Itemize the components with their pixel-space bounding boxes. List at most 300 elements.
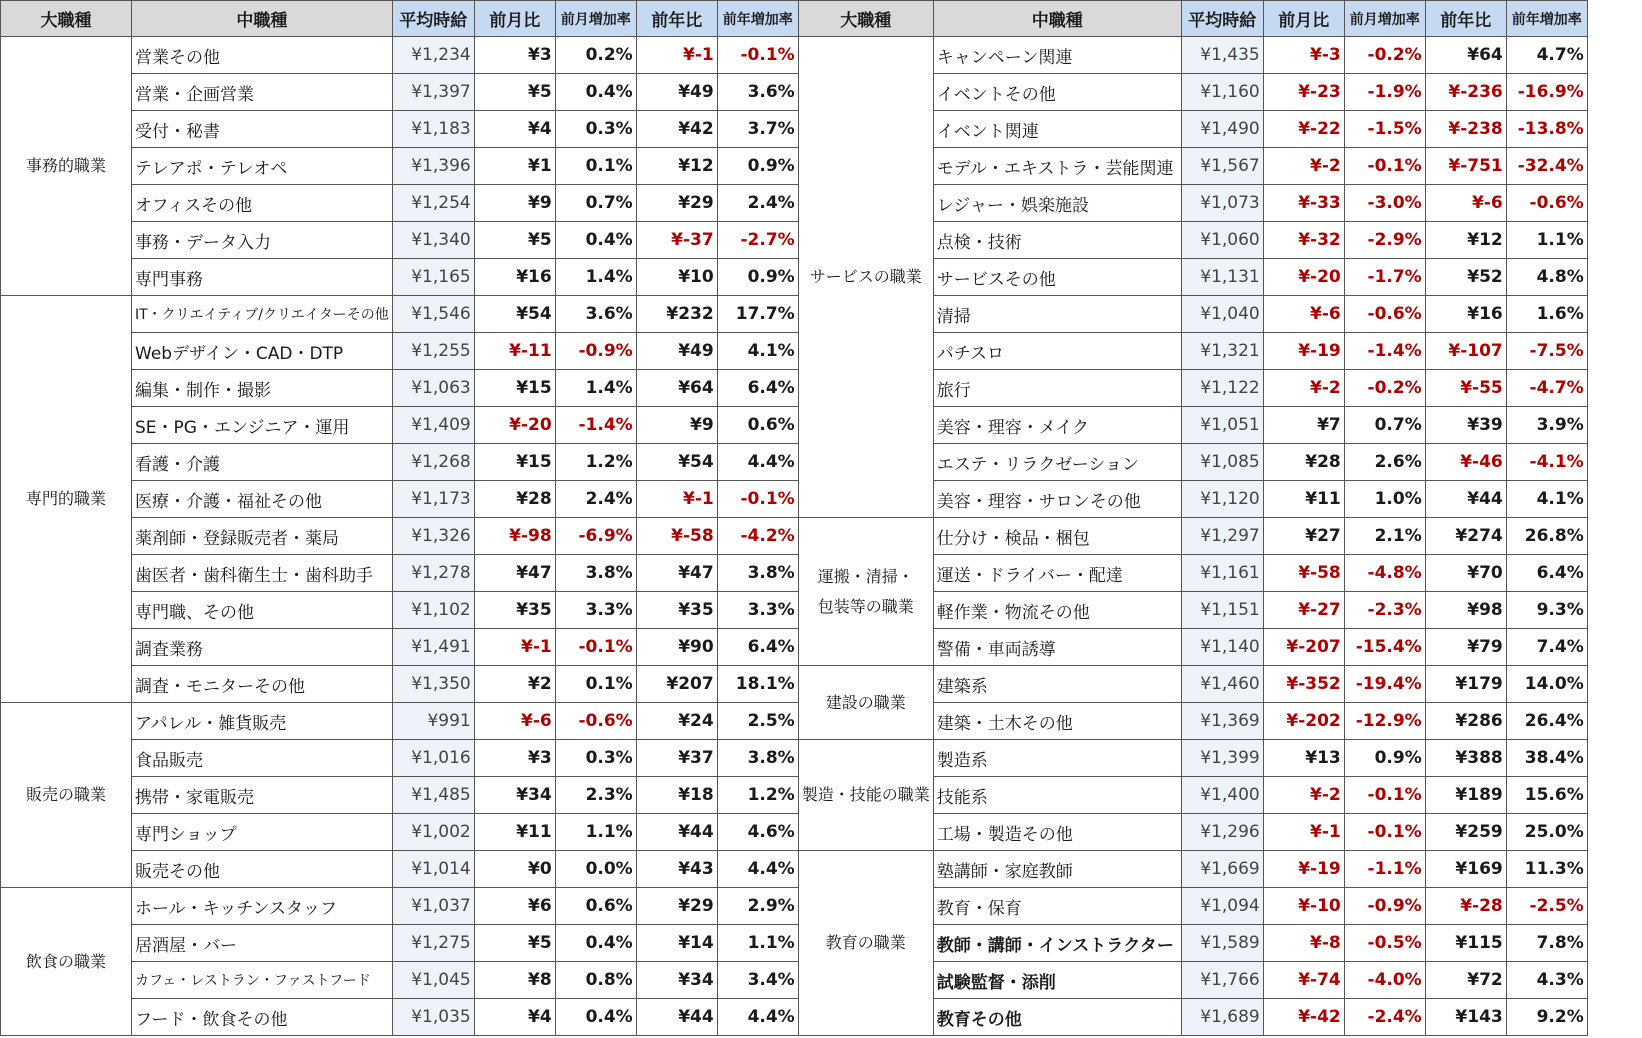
yoy-cell: ¥-1 [636,37,717,74]
avg-wage-cell: ¥1,350 [392,666,474,703]
table-row [1,666,1588,703]
major-category-cell: 建設の職業 [798,666,933,740]
mom-rate-cell: 0.4% [555,999,636,1036]
avg-wage-cell: ¥1,085 [1181,444,1263,481]
yoy-rate-cell: -16.9% [1506,74,1587,111]
mom-rate-cell: 0.4% [555,222,636,259]
mid-category-cell: ホール・キッチンスタッフ [132,888,393,925]
yoy-cell: ¥18 [636,777,717,814]
yoy-rate-cell: 4.3% [1506,962,1587,999]
mom-rate-cell: -1.4% [1344,333,1425,370]
mom-cell: ¥-207 [1263,629,1344,666]
avg-wage-cell: ¥1,037 [392,888,474,925]
yoy-cell: ¥-238 [1425,111,1506,148]
mom-cell: ¥-11 [474,333,555,370]
mid-category-cell: 専門職、その他 [132,592,393,629]
avg-wage-cell: ¥1,435 [1181,37,1263,74]
mom-rate-cell: -1.1% [1344,851,1425,888]
mid-category-cell: 点検・技術 [933,222,1181,259]
yoy-rate-cell: 4.4% [717,851,798,888]
yoy-rate-cell: 3.9% [1506,407,1587,444]
header-yoy-left: 前年比 [636,1,717,37]
mid-category-cell: 美容・理容・サロンその他 [933,481,1181,518]
mom-cell: ¥-74 [1263,962,1344,999]
yoy-cell: ¥44 [636,814,717,851]
mom-rate-cell: -0.2% [1344,370,1425,407]
table-row [1,333,1588,370]
mid-category-cell: 教育その他 [933,999,1181,1036]
mom-rate-cell: -19.4% [1344,666,1425,703]
mid-category-cell: モデル・エキストラ・芸能関連 [933,148,1181,185]
avg-wage-cell: ¥1,160 [1181,74,1263,111]
yoy-cell: ¥43 [636,851,717,888]
avg-wage-cell: ¥1,766 [1181,962,1263,999]
mom-cell: ¥27 [1263,518,1344,555]
table-row [1,629,1588,666]
yoy-cell: ¥169 [1425,851,1506,888]
mom-cell: ¥-2 [1263,148,1344,185]
yoy-cell: ¥-6 [1425,185,1506,222]
avg-wage-cell: ¥1,234 [392,37,474,74]
yoy-rate-cell: 3.7% [717,111,798,148]
yoy-cell: ¥42 [636,111,717,148]
yoy-cell: ¥16 [1425,296,1506,333]
yoy-cell: ¥90 [636,629,717,666]
mom-rate-cell: -0.6% [555,703,636,740]
yoy-cell: ¥49 [636,74,717,111]
mid-category-cell: パチスロ [933,333,1181,370]
avg-wage-cell: ¥1,035 [392,999,474,1036]
yoy-cell: ¥-37 [636,222,717,259]
yoy-rate-cell: 4.4% [717,999,798,1036]
yoy-cell: ¥72 [1425,962,1506,999]
mom-rate-cell: -0.1% [1344,777,1425,814]
avg-wage-cell: ¥1,669 [1181,851,1263,888]
mom-rate-cell: -3.0% [1344,185,1425,222]
mom-rate-cell: 3.6% [555,296,636,333]
table-row [1,703,1588,740]
mom-rate-cell: -0.1% [555,629,636,666]
avg-wage-cell: ¥1,040 [1181,296,1263,333]
avg-wage-cell: ¥1,045 [392,962,474,999]
mid-category-cell: 試験監督・添削 [933,962,1181,999]
yoy-rate-cell: 17.7% [717,296,798,333]
mid-category-cell: 調査・モニターその他 [132,666,393,703]
yoy-rate-cell: 7.4% [1506,629,1587,666]
avg-wage-cell: ¥1,051 [1181,407,1263,444]
mom-rate-cell: 0.0% [555,851,636,888]
yoy-rate-cell: -0.6% [1506,185,1587,222]
mid-category-cell: 営業その他 [132,37,393,74]
mid-category-cell: テレアポ・テレオペ [132,148,393,185]
yoy-cell: ¥29 [636,888,717,925]
yoy-rate-cell: 1.1% [1506,222,1587,259]
yoy-cell: ¥54 [636,444,717,481]
mom-cell: ¥8 [474,962,555,999]
avg-wage-cell: ¥1,173 [392,481,474,518]
mid-category-cell: 調査業務 [132,629,393,666]
table-row [1,259,1588,296]
yoy-cell: ¥-1 [636,481,717,518]
mom-cell: ¥2 [474,666,555,703]
yoy-cell: ¥44 [636,999,717,1036]
mom-cell: ¥16 [474,259,555,296]
avg-wage-cell: ¥1,397 [392,74,474,111]
yoy-rate-cell: -4.7% [1506,370,1587,407]
mid-category-cell: カフェ・レストラン・ファストフード [132,962,393,999]
mid-category-cell: 建築・土木その他 [933,703,1181,740]
table-row [1,999,1588,1036]
yoy-cell: ¥232 [636,296,717,333]
mom-cell: ¥-23 [1263,74,1344,111]
yoy-cell: ¥52 [1425,259,1506,296]
mid-category-cell: キャンペーン関連 [933,37,1181,74]
mom-cell: ¥0 [474,851,555,888]
mid-category-cell: 事務・データ入力 [132,222,393,259]
mid-category-cell: Webデザイン・CAD・DTP [132,333,393,370]
yoy-rate-cell: 3.8% [717,740,798,777]
table-row [1,555,1588,592]
mom-cell: ¥4 [474,999,555,1036]
major-category-cell: 事務的職業 [1,37,132,296]
mid-category-cell: IT・クリエイティブ/クリエイターその他 [132,296,393,333]
avg-wage-cell: ¥1,275 [392,925,474,962]
mid-category-cell: 軽作業・物流その他 [933,592,1181,629]
mom-rate-cell: -12.9% [1344,703,1425,740]
mid-category-cell: アパレル・雑貨販売 [132,703,393,740]
yoy-cell: ¥39 [1425,407,1506,444]
mom-rate-cell: 3.8% [555,555,636,592]
mom-cell: ¥54 [474,296,555,333]
mom-rate-cell: -1.9% [1344,74,1425,111]
table-row [1,925,1588,962]
yoy-cell: ¥143 [1425,999,1506,1036]
mid-category-cell: 仕分け・検品・梱包 [933,518,1181,555]
mid-category-cell: 運送・ドライバー・配達 [933,555,1181,592]
mom-rate-cell: -1.7% [1344,259,1425,296]
mid-category-cell: 看護・介護 [132,444,393,481]
table-row [1,851,1588,888]
mid-category-cell: 教育・保育 [933,888,1181,925]
mom-rate-cell: -4.0% [1344,962,1425,999]
mom-cell: ¥35 [474,592,555,629]
mom-cell: ¥-6 [474,703,555,740]
mom-rate-cell: 2.1% [1344,518,1425,555]
mom-cell: ¥-2 [1263,370,1344,407]
yoy-rate-cell: 11.3% [1506,851,1587,888]
major-category-cell: 飲食の職業 [1,888,132,1036]
yoy-rate-cell: 9.2% [1506,999,1587,1036]
mom-rate-cell: 1.4% [555,370,636,407]
table-row [1,222,1588,259]
avg-wage-cell: ¥1,140 [1181,629,1263,666]
avg-wage-cell: ¥1,073 [1181,185,1263,222]
yoy-rate-cell: 14.0% [1506,666,1587,703]
mom-rate-cell: 0.4% [555,925,636,962]
avg-wage-cell: ¥1,321 [1181,333,1263,370]
mom-cell: ¥-27 [1263,592,1344,629]
mom-rate-cell: -0.5% [1344,925,1425,962]
major-category-cell: 製造・技能の職業 [798,740,933,851]
mom-rate-cell: -0.1% [1344,814,1425,851]
mid-category-cell: 塾講師・家庭教師 [933,851,1181,888]
table-row [1,592,1588,629]
mom-rate-cell: 2.3% [555,777,636,814]
yoy-cell: ¥12 [1425,222,1506,259]
mom-rate-cell: 0.6% [555,888,636,925]
major-category-cell: 専門的職業 [1,296,132,703]
yoy-rate-cell: 38.4% [1506,740,1587,777]
yoy-rate-cell: 26.8% [1506,518,1587,555]
avg-wage-cell: ¥1,161 [1181,555,1263,592]
mid-category-cell: レジャー・娯楽施設 [933,185,1181,222]
avg-wage-cell: ¥1,396 [392,148,474,185]
yoy-cell: ¥-28 [1425,888,1506,925]
mom-rate-cell: -2.3% [1344,592,1425,629]
mid-category-cell: 清掃 [933,296,1181,333]
mom-cell: ¥5 [474,925,555,962]
mom-cell: ¥-20 [474,407,555,444]
yoy-rate-cell: 1.6% [1506,296,1587,333]
mom-cell: ¥6 [474,888,555,925]
yoy-cell: ¥286 [1425,703,1506,740]
mom-cell: ¥47 [474,555,555,592]
mom-cell: ¥-19 [1263,333,1344,370]
avg-wage-cell: ¥1,151 [1181,592,1263,629]
yoy-rate-cell: 2.4% [717,185,798,222]
major-category-cell: 運搬・清掃・ 包装等の職業 [798,518,933,666]
mom-rate-cell: 1.0% [1344,481,1425,518]
table-row [1,296,1588,333]
table-row [1,518,1588,555]
avg-wage-cell: ¥1,297 [1181,518,1263,555]
mom-cell: ¥-33 [1263,185,1344,222]
yoy-rate-cell: -0.1% [717,481,798,518]
mid-category-cell: 販売その他 [132,851,393,888]
table-row [1,407,1588,444]
yoy-rate-cell: 4.6% [717,814,798,851]
mid-category-cell: 受付・秘書 [132,111,393,148]
avg-wage-cell: ¥1,326 [392,518,474,555]
mom-cell: ¥-2 [1263,777,1344,814]
yoy-rate-cell: 0.9% [717,148,798,185]
yoy-rate-cell: 0.6% [717,407,798,444]
mom-cell: ¥15 [474,444,555,481]
table-row [1,148,1588,185]
table-row [1,111,1588,148]
mid-category-cell: サービスその他 [933,259,1181,296]
avg-wage-cell: ¥1,490 [1181,111,1263,148]
mom-rate-cell: -0.6% [1344,296,1425,333]
avg-wage-cell: ¥1,255 [392,333,474,370]
yoy-rate-cell: -4.2% [717,518,798,555]
mom-rate-cell: -0.9% [555,333,636,370]
mom-rate-cell: 0.7% [1344,407,1425,444]
yoy-rate-cell: -0.1% [717,37,798,74]
yoy-cell: ¥-58 [636,518,717,555]
yoy-rate-cell: 6.4% [717,370,798,407]
yoy-cell: ¥35 [636,592,717,629]
yoy-cell: ¥388 [1425,740,1506,777]
mom-cell: ¥1 [474,148,555,185]
avg-wage-cell: ¥1,689 [1181,999,1263,1036]
mid-category-cell: SE・PG・エンジニア・運用 [132,407,393,444]
mom-rate-cell: -1.5% [1344,111,1425,148]
mom-cell: ¥-19 [1263,851,1344,888]
mid-category-cell: 美容・理容・メイク [933,407,1181,444]
yoy-cell: ¥9 [636,407,717,444]
mom-cell: ¥-1 [1263,814,1344,851]
avg-wage-cell: ¥1,460 [1181,666,1263,703]
header-yoy-rate-right: 前年増加率 [1506,1,1587,37]
yoy-cell: ¥37 [636,740,717,777]
avg-wage-cell: ¥1,014 [392,851,474,888]
yoy-cell: ¥10 [636,259,717,296]
yoy-cell: ¥98 [1425,592,1506,629]
header-mom-rate-right: 前月増加率 [1344,1,1425,37]
mom-cell: ¥5 [474,222,555,259]
yoy-cell: ¥12 [636,148,717,185]
yoy-rate-cell: 4.7% [1506,37,1587,74]
mid-category-cell: 薬剤師・登録販売者・薬局 [132,518,393,555]
major-category-cell: 販売の職業 [1,703,132,888]
mom-rate-cell: 3.3% [555,592,636,629]
mid-category-cell: 製造系 [933,740,1181,777]
mom-cell: ¥-10 [1263,888,1344,925]
mom-rate-cell: -15.4% [1344,629,1425,666]
yoy-cell: ¥-236 [1425,74,1506,111]
mid-category-cell: 警備・車両誘導 [933,629,1181,666]
yoy-rate-cell: -7.5% [1506,333,1587,370]
yoy-rate-cell: -2.5% [1506,888,1587,925]
mom-rate-cell: 1.1% [555,814,636,851]
mid-category-cell: 技能系 [933,777,1181,814]
yoy-cell: ¥64 [636,370,717,407]
mom-cell: ¥5 [474,74,555,111]
mom-cell: ¥-202 [1263,703,1344,740]
yoy-cell: ¥47 [636,555,717,592]
yoy-cell: ¥44 [1425,481,1506,518]
mom-rate-cell: -0.2% [1344,37,1425,74]
mom-rate-cell: 2.4% [555,481,636,518]
yoy-cell: ¥-46 [1425,444,1506,481]
mom-cell: ¥34 [474,777,555,814]
mid-category-cell: イベントその他 [933,74,1181,111]
yoy-rate-cell: 18.1% [717,666,798,703]
table-row [1,962,1588,999]
major-category-cell: 教育の職業 [798,851,933,1036]
mom-rate-cell: 0.2% [555,37,636,74]
mom-cell: ¥11 [1263,481,1344,518]
avg-wage-cell: ¥1,060 [1181,222,1263,259]
table-row [1,888,1588,925]
avg-wage-cell: ¥1,094 [1181,888,1263,925]
header-mom-left: 前月比 [474,1,555,37]
avg-wage-cell: ¥1,400 [1181,777,1263,814]
table-row [1,444,1588,481]
yoy-rate-cell: 4.1% [717,333,798,370]
yoy-cell: ¥259 [1425,814,1506,851]
mom-cell: ¥-58 [1263,555,1344,592]
mom-rate-cell: 1.2% [555,444,636,481]
mid-category-cell: 居酒屋・バー [132,925,393,962]
mom-rate-cell: -1.4% [555,407,636,444]
avg-wage-cell: ¥1,016 [392,740,474,777]
avg-wage-cell: ¥1,296 [1181,814,1263,851]
header-yoy-rate-left: 前年増加率 [717,1,798,37]
mom-rate-cell: 0.3% [555,740,636,777]
avg-wage-cell: ¥1,268 [392,444,474,481]
mom-cell: ¥28 [1263,444,1344,481]
header-mom-right: 前月比 [1263,1,1344,37]
table-row [1,74,1588,111]
yoy-rate-cell: 2.5% [717,703,798,740]
yoy-cell: ¥-107 [1425,333,1506,370]
table-row [1,37,1588,74]
mom-cell: ¥4 [474,111,555,148]
mid-category-cell: 専門事務 [132,259,393,296]
mom-cell: ¥9 [474,185,555,222]
table-row [1,370,1588,407]
avg-wage-cell: ¥1,102 [392,592,474,629]
mom-rate-cell: -2.9% [1344,222,1425,259]
avg-wage-cell: ¥1,122 [1181,370,1263,407]
yoy-cell: ¥49 [636,333,717,370]
yoy-rate-cell: 0.9% [717,259,798,296]
table-row [1,185,1588,222]
yoy-cell: ¥274 [1425,518,1506,555]
yoy-cell: ¥207 [636,666,717,703]
avg-wage-cell: ¥1,002 [392,814,474,851]
mom-rate-cell: -0.1% [1344,148,1425,185]
header-wage-left: 平均時給 [392,1,474,37]
yoy-cell: ¥-55 [1425,370,1506,407]
mom-rate-cell: 0.8% [555,962,636,999]
mid-category-cell: 編集・制作・撮影 [132,370,393,407]
mom-rate-cell: 0.1% [555,148,636,185]
mom-rate-cell: 0.1% [555,666,636,703]
avg-wage-cell: ¥1,409 [392,407,474,444]
avg-wage-cell: ¥1,340 [392,222,474,259]
avg-wage-cell: ¥1,399 [1181,740,1263,777]
yoy-rate-cell: 25.0% [1506,814,1587,851]
mom-cell: ¥-352 [1263,666,1344,703]
avg-wage-cell: ¥1,063 [392,370,474,407]
mid-category-cell: 食品販売 [132,740,393,777]
yoy-cell: ¥64 [1425,37,1506,74]
mid-category-cell: フード・飲食その他 [132,999,393,1036]
mom-rate-cell: -0.9% [1344,888,1425,925]
avg-wage-cell: ¥1,589 [1181,925,1263,962]
yoy-rate-cell: -4.1% [1506,444,1587,481]
mom-rate-cell: 0.4% [555,74,636,111]
mid-category-cell: 歯医者・歯科衛生士・歯科助手 [132,555,393,592]
mid-category-cell: 専門ショップ [132,814,393,851]
table-row [1,777,1588,814]
major-category-cell: サービスの職業 [798,37,933,518]
yoy-rate-cell: 7.8% [1506,925,1587,962]
header-mom-rate-left: 前月増加率 [555,1,636,37]
mom-rate-cell: -2.4% [1344,999,1425,1036]
yoy-rate-cell: 4.8% [1506,259,1587,296]
mom-rate-cell: 2.6% [1344,444,1425,481]
yoy-cell: ¥-751 [1425,148,1506,185]
header-yoy-right: 前年比 [1425,1,1506,37]
mid-category-cell: 営業・企画営業 [132,74,393,111]
mom-cell: ¥-3 [1263,37,1344,74]
yoy-cell: ¥29 [636,185,717,222]
mom-cell: ¥13 [1263,740,1344,777]
